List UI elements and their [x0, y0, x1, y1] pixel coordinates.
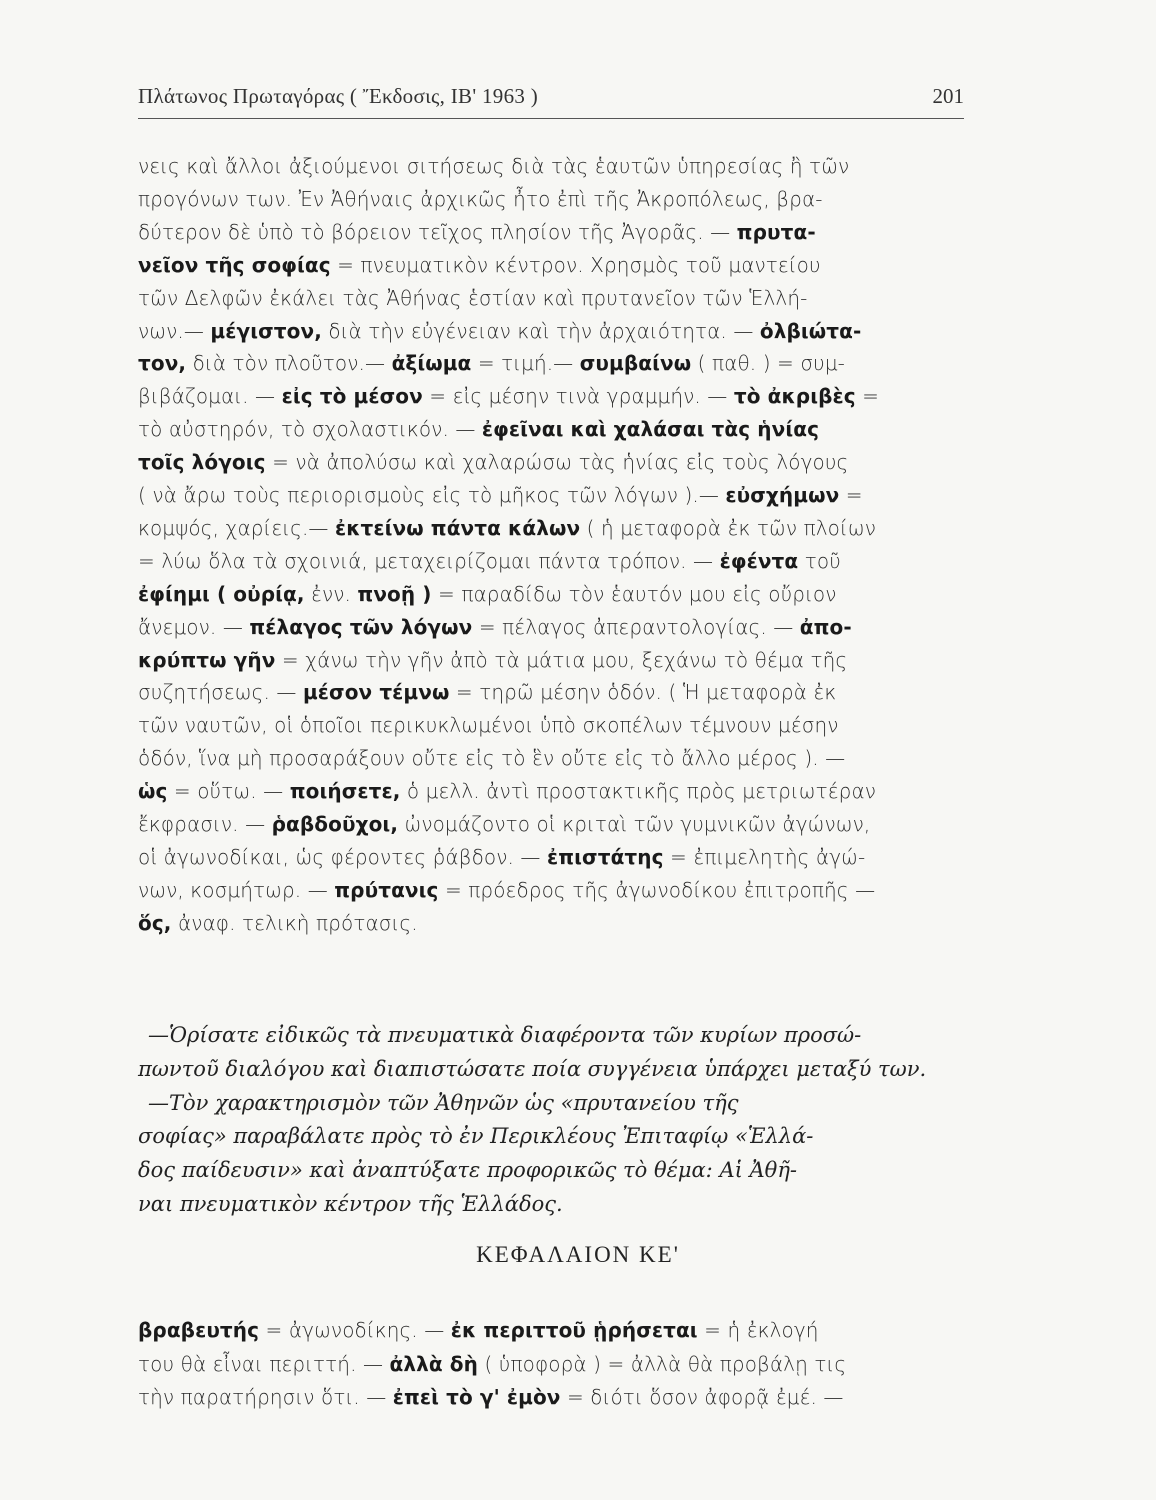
glossary-term: ἐφεῖναι καὶ χαλάσαι τὰς ἡνίας	[481, 417, 820, 442]
glossary-term: πρύτανις	[334, 877, 439, 902]
chapter-line: τὴν παρατήρησιν ὅτι. — ἐπεὶ τὸ γ' ἐμὸν = διότι ὅσον ἀφορᾷ ἐμέ. —	[138, 1385, 844, 1409]
question-line: σοφίας» παραβάλατε πρὸς τὸ ἐν Περικλέους Ἐπιταφίῳ «Ἑλλά-	[138, 1124, 814, 1149]
question-line: δος παίδευσιν» καὶ ἀναπτύξατε προφορικῶς τὸ θέμα: Αἱ Ἀθῆ-	[138, 1158, 797, 1183]
body-line: συζητήσεως. — μέσον τέμνω = τηρῶ μέσην ὁδόν. ( Ἡ μεταφορὰ ἐκ	[138, 680, 837, 705]
body-line: τῶν ναυτῶν, οἱ ὁποῖοι περικυκλωμένοι ὑπὸ σκοπέλων τέμνουν μέσην	[138, 713, 839, 738]
glossary-term: βραβευτής	[138, 1318, 260, 1342]
glossary-term: νεῖον τῆς σοφίας	[138, 252, 331, 277]
body-line: δύτερον δὲ ὑπὸ τὸ βόρειον τεῖχος πλησίον τῆς Ἀγορᾶς. — πρυτα-	[138, 219, 816, 244]
question-line: πωντοῦ διαλόγου καὶ διαπιστώσατε ποία συγγένεια ὑπάρχει μεταξύ των.	[138, 1056, 927, 1081]
glossary-term: ἐκ περιττοῦ ᾑρήσεται	[450, 1318, 698, 1342]
header-rule	[138, 118, 964, 119]
body-line: ἐφίημι ( οὐρίᾳ, ἐνν. πνοῇ ) = παραδίδω τὸν ἑαυτόν μου εἰς οὔριον	[138, 581, 837, 606]
body-line: ( νὰ ἄρω τοὺς περιορισμοὺς εἰς τὸ μῆκος τῶν λόγων ).— εὐσχήμων =	[138, 483, 863, 507]
body-line: = λύω ὅλα τὰ σχοινιά, μεταχειρίζομαι πάντα τρόπον. — ἐφέντα τοῦ	[138, 548, 841, 573]
body-line: νεις καὶ ἄλλοι ἀξιούμενοι σιτήσεως διὰ τὰς ἑαυτῶν ὑπηρεσίας ἢ τῶν	[138, 154, 850, 178]
glossary-term: πνοῇ )	[357, 581, 432, 606]
glossary-term: μέσον τέμνω	[302, 680, 450, 705]
glossary-term: τον,	[138, 351, 187, 376]
body-line: νων.— μέγιστον, διὰ τὴν εὐγένειαν καὶ τὴν ἀρχαιότητα. — ὀλβιώτα-	[138, 318, 862, 343]
glossary-term: ἐφίημι ( οὐρίᾳ,	[138, 581, 305, 606]
body-line: κρύπτω γῆν = χάνω τὴν γῆν ἀπὸ τὰ μάτια μου, ξεχάνω τὸ θέμα τῆς	[138, 647, 848, 672]
body-line: τὸ αὐστηρόν, τὸ σχολαστικόν. — ἐφεῖναι καὶ χαλάσαι τὰς ἡνίας	[138, 417, 820, 442]
glossary-term: ποιήσετε,	[289, 779, 401, 804]
body-line: ὡς = οὕτω. — ποιήσετε, ὁ μελλ. ἀντὶ προστακτικῆς πρὸς μετριωτέραν	[138, 779, 877, 804]
glossary-term: εἰς τὸ μέσον	[281, 384, 423, 409]
glossary-term: ἀπο-	[799, 614, 852, 639]
body-line: τον, διὰ τὸν πλοῦτον.— ἀξίωμα = τιμή.— συμβαίνω ( παθ. ) = συμ-	[138, 351, 845, 376]
page-number: 201	[932, 84, 964, 108]
body-line: ὅς, ἀναφ. τελικὴ πρότασις.	[138, 910, 418, 935]
glossary-term: ἀλλὰ δὴ	[389, 1351, 478, 1376]
glossary-term: ῥαβδοῦχοι,	[271, 812, 399, 836]
glossary-term: συμβαίνω	[579, 351, 692, 376]
glossary-term: μέγιστον,	[210, 318, 322, 343]
glossary-term: ἀξίωμα	[391, 351, 472, 376]
body-line: βιβάζομαι. — εἰς τὸ μέσον = εἰς μέσην τινὰ γραμμήν. — τὸ ἀκριβὲς =	[138, 384, 880, 409]
glossary-term: πρυτα-	[736, 219, 816, 244]
glossary-term: τὸ ἀκριβὲς	[733, 384, 856, 409]
body-line: νεῖον τῆς σοφίας = πνευματικὸν κέντρον. Χρησμὸς τοῦ μαντείου	[138, 252, 821, 277]
glossary-term: ὅς,	[138, 910, 172, 935]
glossary-term: ὡς	[138, 779, 168, 804]
glossary-term: ὀλβιώτα-	[759, 318, 862, 343]
glossary-term: τοῖς λόγοις	[138, 450, 266, 475]
body-line: τοῖς λόγοις = νὰ ἀπολύσω καὶ χαλαρώσω τὰς ἡνίας εἰς τοὺς λόγους	[138, 450, 849, 475]
body-line: ὁδόν, ἵνα μὴ προσαράξουν οὔτε εἰς τὸ ἓν οὔτε εἰς τὸ ἄλλο μέρος ). —	[138, 746, 846, 771]
glossary-term: εὐσχήμων	[725, 483, 840, 507]
header-title: Πλάτωνος Πρωταγόρας ( Ἔκδοσις, ΙΒ' 1963 )	[138, 84, 539, 108]
glossary-term: ἐφέντα	[719, 548, 799, 573]
body-line: κομψός, χαρίεις.— ἐκτείνω πάντα κάλων ( ἡ μεταφορὰ ἐκ τῶν πλοίων	[138, 515, 876, 540]
body-line: ἔκφρασιν. — ῥαβδοῦχοι, ὠνομάζοντο οἱ κριταὶ τῶν γυμνικῶν ἀγώνων,	[138, 812, 871, 836]
question-line: ναι πνευματικὸν κέντρον τῆς Ἑλλάδος.	[138, 1192, 563, 1216]
question-line: —Τὸν χαρακτηρισμὸν τῶν Ἀθηνῶν ὡς «πρυτανείου τῆς	[148, 1090, 739, 1115]
body-line: ἄνεμον. — πέλαγος τῶν λόγων = πέλαγος ἀπεραντολογίας. — ἀπο-	[138, 614, 852, 639]
glossary-term: κρύπτω γῆν	[138, 647, 276, 672]
glossary-term: ἐκτείνω πάντα κάλων	[335, 515, 581, 540]
glossary-term: ἐπιστάτης	[547, 844, 664, 869]
body-line: νων, κοσμήτωρ. — πρύτανις = πρόεδρος τῆς ἀγωνοδίκου ἐπιτροπῆς —	[138, 877, 876, 902]
body-line: τῶν Δελφῶν ἐκάλει τὰς Ἀθήνας ἑστίαν καὶ πρυτανεῖον τῶν Ἑλλή-	[138, 285, 808, 310]
body-line: οἱ ἀγωνοδίκαι, ὡς φέροντες ῥάβδον. — ἐπιστάτης = ἐπιμελητὴς ἀγώ-	[138, 844, 866, 869]
running-header	[138, 84, 964, 114]
chapter-heading: ΚΕΦΑΛΑΙΟΝ ΚΕ'	[476, 1242, 680, 1267]
glossary-term: ἐπεὶ τὸ γ' ἐμὸν	[392, 1385, 561, 1409]
chapter-line: βραβευτής = ἀγωνοδίκης. — ἐκ περιττοῦ ᾑρήσεται = ἡ ἐκλογή	[138, 1318, 819, 1342]
question-line: —Ὁρίσατε εἰδικῶς τὰ πνευματικὰ διαφέροντα τῶν κυρίων προσώ-	[148, 1023, 862, 1047]
glossary-term: πέλαγος τῶν λόγων	[249, 614, 473, 639]
body-line: προγόνων των. Ἐν Ἀθήναις ἀρχικῶς ἦτο ἐπὶ τῆς Ἀκροπόλεως, βρα-	[138, 186, 823, 211]
chapter-line: του θὰ εἶναι περιττή. — ἀλλὰ δὴ ( ὑποφορὰ ) = ἀλλὰ θὰ προβάλῃ τις	[138, 1351, 847, 1376]
